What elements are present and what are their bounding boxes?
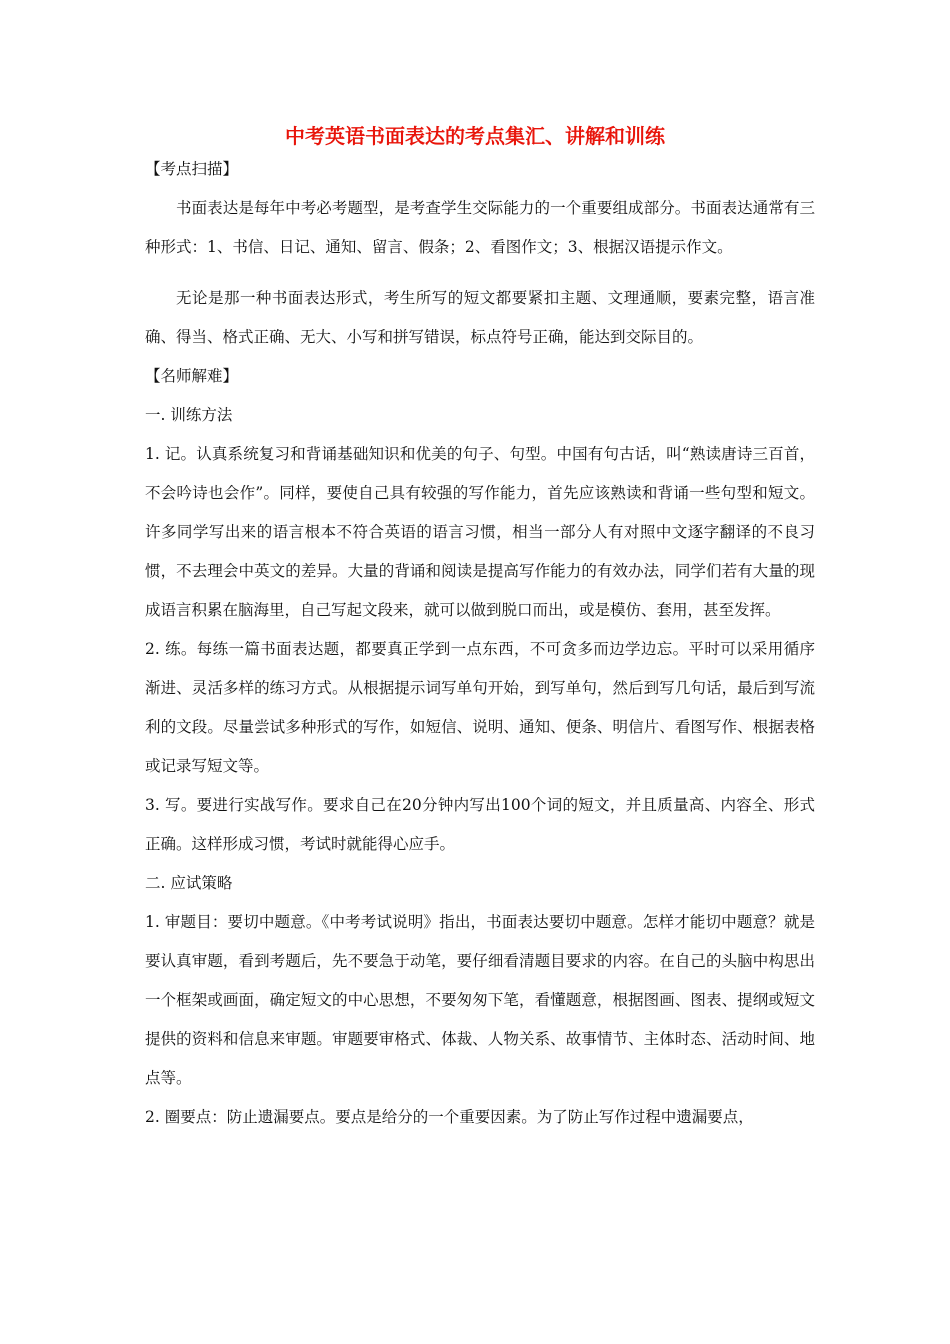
document-body [145,150,815,1137]
paragraph-method-practice: 2. 练。每练一篇书面表达题，都要真正学到一点东西，不可贪多而边学边忘。平时可以采用循序渐进、灵活多样的练习方式。从根据提示词写单句开始，到写单句，然后到写几句话，最后到写流利的文段。尽量尝试多种形式的写作，如短信、说明、通知、便条、明信片、看图写作、根据表格或记录写短文等。 [145,640,815,775]
paragraph-intro: 书面表达是每年中考必考题型，是考查学生交际能力的一个重要组成部分。书面表达通常有三种形式：1、书信、日记、通知、留言、假条；2、看图作文；3、根据汉语提示作文。 [145,199,815,256]
subheading-exam-strategy: 二. 应试策略 [145,874,233,892]
subheading-training-methods: 一. 训练方法 [145,406,233,424]
section-heading-scan: 【考点扫描】 [145,160,239,178]
paragraph-method-memorize: 1. 记。认真系统复习和背诵基础知识和优美的句子、句型。中国有句古话，叫“熟读唐诗三百首，不会吟诗也会作”。同样，要使自己具有较强的写作能力，首先应该熟读和背诵一些句型和短文。许多同学写出来的语言根本不符合英语的语言习惯，相当一部分人有对照中文逐字翻译的不良习惯，不去理会中英文的差异。大量的背诵和阅读是提高写作能力的有效办法，同学们若有大量的现成语言积累在脑海里，自己写起文段来，就可以做到脱口而出，或是模仿、套用，甚至发挥。 [145,445,815,619]
paragraph-requirements: 无论是那一种书面表达形式，考生所写的短文都要紧扣主题、文理通顺，要素完整，语言准确、得当、格式正确、无大、小写和拼写错误，标点符号正确，能达到交际目的。 [145,289,815,346]
paragraph-strategy-keypoints: 2. 圈要点：防止遗漏要点。要点是给分的一个重要因素。为了防止写作过程中遗漏要点， [145,1108,754,1126]
paragraph-strategy-review: 1. 审题目：要切中题意。《中考考试说明》指出，书面表达要切中题意。怎样才能切中题意？就是要认真审题，看到考题后，先不要急于动笔，要仔细看清题目要求的内容。在自己的头脑中构思出一个框架或画面，确定短文的中心思想，不要匆匆下笔，看懂题意，根据图画、图表、提纲或短文提供的资料和信息来审题。审题要审格式、体裁、人物关系、故事情节、主体时态、活动时间、地点等。 [145,913,816,1087]
paragraph-method-write: 3. 写。要进行实战写作。要求自己在20分钟内写出100个词的短文，并且质量高、内容全、形式正确。这样形成习惯，考试时就能得心应手。 [145,796,815,853]
document-title: 中考英语书面表达的考点集汇、讲解和训练 [285,124,665,148]
section-heading-expert: 【名师解难】 [145,367,239,385]
